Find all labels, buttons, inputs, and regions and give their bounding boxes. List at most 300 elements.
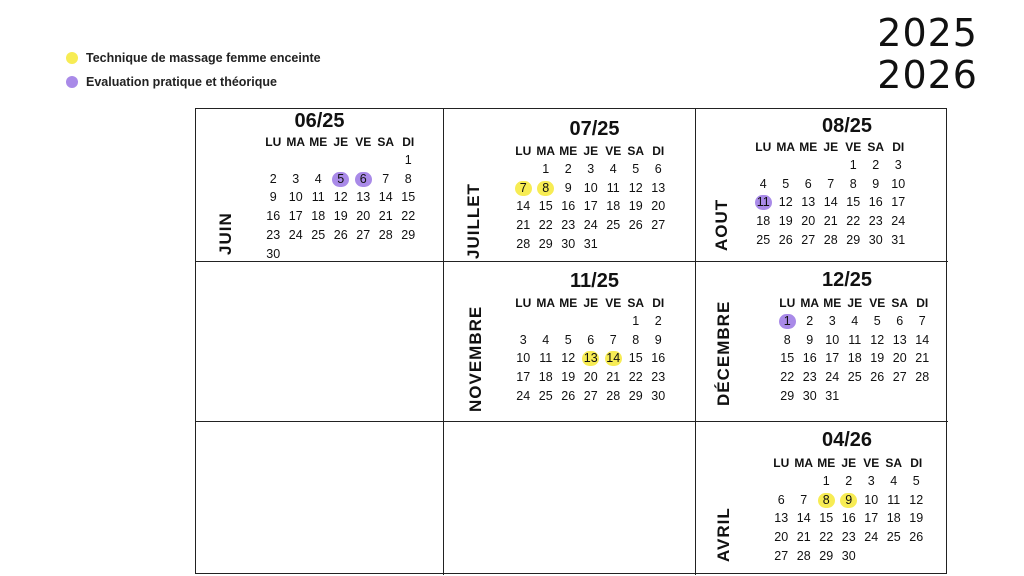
day-number: 21	[606, 370, 621, 385]
day-number: 11	[887, 492, 901, 507]
day-cell	[352, 189, 375, 208]
day-cell	[647, 387, 670, 406]
day-cell	[262, 245, 285, 262]
empty-panel	[196, 262, 444, 422]
month-title: 08/25	[821, 115, 873, 137]
empty-day	[375, 151, 398, 170]
day-cell	[821, 350, 844, 369]
month-name: AOUT	[712, 198, 731, 251]
day-number: 19	[333, 209, 348, 224]
day-number: 25	[756, 233, 771, 248]
day-cell	[535, 331, 558, 350]
day-cell	[793, 510, 816, 529]
day-cell	[799, 350, 822, 369]
day-cell	[397, 207, 420, 226]
day-number: 5	[912, 473, 920, 488]
day-number: 11	[539, 351, 553, 366]
day-cell	[770, 547, 793, 566]
calendar-grid	[195, 108, 947, 574]
day-number: 15	[846, 195, 861, 210]
day-number: 29	[846, 233, 861, 248]
day-number: 20	[583, 370, 598, 385]
day-cell	[887, 194, 910, 213]
day-number: 11	[606, 180, 620, 195]
day-number: 13	[892, 332, 907, 347]
day-cell	[797, 194, 820, 213]
day-number: 3	[828, 313, 836, 328]
day-number: 4	[759, 176, 767, 191]
day-number: 16	[266, 209, 281, 224]
day-cell	[838, 547, 861, 566]
day-cell	[911, 368, 934, 387]
day-cell	[647, 198, 670, 217]
day-cell	[397, 189, 420, 208]
weekday-header: LU	[773, 456, 790, 470]
day-cell	[602, 198, 625, 217]
day-number: 13	[356, 190, 371, 205]
weekday-header: DI	[652, 296, 665, 310]
day-cell	[815, 528, 838, 547]
day-cell	[860, 528, 883, 547]
empty-day	[793, 472, 816, 491]
day-cell	[625, 198, 648, 217]
weekday-header: DI	[402, 135, 415, 149]
highlighted-day: 14	[606, 351, 621, 366]
day-cell	[866, 368, 889, 387]
day-number: 25	[311, 228, 326, 243]
day-cell	[883, 510, 906, 529]
day-cell	[770, 491, 793, 510]
day-cell	[580, 198, 603, 217]
weekday-header: ME	[799, 140, 818, 154]
empty-day	[775, 156, 798, 175]
day-cell	[285, 226, 308, 245]
day-number: 17	[288, 209, 303, 224]
empty-day	[535, 312, 558, 331]
empty-day	[602, 312, 625, 331]
day-cell	[905, 528, 928, 547]
day-cell	[844, 350, 867, 369]
weekday-header: VE	[605, 144, 622, 158]
day-number: 16	[841, 511, 856, 526]
day-number: 22	[819, 530, 834, 545]
day-number: 5	[873, 313, 881, 328]
day-cell	[775, 175, 798, 194]
day-cell	[799, 312, 822, 331]
day-number: 1	[849, 157, 857, 172]
month-name: JUIN	[216, 212, 235, 255]
day-number: 17	[864, 511, 879, 526]
day-cell	[752, 231, 775, 250]
day-cell	[815, 547, 838, 566]
day-number: 21	[796, 530, 811, 545]
day-cell	[535, 198, 558, 217]
day-cell	[625, 350, 648, 369]
day-number: 4	[851, 313, 859, 328]
highlighted-day: 11	[755, 195, 772, 210]
weekday-header: VE	[869, 296, 886, 310]
month-name: NOVEMBRE	[466, 305, 485, 412]
day-number: 23	[651, 370, 666, 385]
day-cell	[512, 179, 535, 198]
year-start: 2025	[877, 11, 978, 55]
day-number: 8	[404, 171, 412, 186]
day-number: 4	[314, 171, 322, 186]
day-cell	[820, 194, 843, 213]
highlighted-day: 13	[583, 351, 598, 366]
day-cell	[844, 331, 867, 350]
day-cell	[887, 231, 910, 250]
day-cell	[820, 175, 843, 194]
day-number: 18	[756, 214, 771, 229]
month-title: 07/25	[569, 118, 620, 140]
weekday-header: SA	[627, 296, 645, 310]
month-panel-april	[696, 422, 948, 575]
day-number: 26	[909, 530, 924, 545]
day-number: 10	[864, 492, 879, 507]
day-cell	[866, 312, 889, 331]
weekday-header: ME	[309, 135, 328, 149]
empty-day	[770, 472, 793, 491]
day-cell	[535, 216, 558, 235]
day-cell	[865, 156, 888, 175]
day-cell	[883, 472, 906, 491]
day-cell	[602, 350, 625, 369]
day-number: 28	[823, 233, 838, 248]
day-number: 19	[778, 214, 793, 229]
day-number: 14	[915, 332, 930, 347]
day-cell	[820, 212, 843, 231]
day-cell	[815, 510, 838, 529]
day-cell	[842, 231, 865, 250]
day-number: 31	[891, 233, 906, 248]
day-number: 22	[780, 370, 795, 385]
day-cell	[557, 179, 580, 198]
day-cell	[793, 528, 816, 547]
day-number: 10	[891, 176, 906, 191]
day-number: 28	[915, 370, 930, 385]
highlighted-day: 5	[332, 172, 349, 187]
day-cell	[330, 170, 353, 189]
day-number: 9	[806, 332, 814, 347]
empty-panel	[444, 422, 696, 575]
day-number: 16	[802, 351, 817, 366]
day-number: 2	[654, 313, 662, 328]
highlighted-day: 6	[355, 172, 372, 187]
day-number: 5	[564, 332, 572, 347]
day-number: 4	[890, 473, 898, 488]
day-cell	[860, 491, 883, 510]
day-cell	[580, 387, 603, 406]
day-cell	[838, 491, 861, 510]
weekday-header: VE	[605, 296, 622, 310]
day-cell	[647, 160, 670, 179]
day-number: 19	[628, 199, 643, 214]
day-number: 3	[894, 157, 902, 172]
highlighted-day: 8	[818, 493, 835, 508]
day-number: 28	[378, 228, 393, 243]
day-number: 2	[564, 161, 572, 176]
empty-day	[285, 151, 308, 170]
day-number: 31	[583, 237, 598, 252]
weekday-header: SA	[627, 144, 645, 158]
day-cell	[262, 170, 285, 189]
day-number: 5	[632, 161, 640, 176]
month-calendar	[770, 454, 928, 566]
weekday-header: JE	[583, 144, 599, 158]
day-cell	[330, 189, 353, 208]
weekday-header: DI	[652, 144, 665, 158]
weekday-header: LU	[755, 140, 772, 154]
day-number: 18	[886, 511, 901, 526]
day-number: 30	[561, 237, 576, 252]
day-cell	[262, 207, 285, 226]
empty-day	[580, 312, 603, 331]
day-cell	[860, 510, 883, 529]
day-cell	[887, 175, 910, 194]
day-cell	[889, 312, 912, 331]
day-cell	[512, 331, 535, 350]
day-cell	[580, 331, 603, 350]
day-cell	[512, 198, 535, 217]
weekday-header: SA	[891, 296, 909, 310]
day-cell	[262, 226, 285, 245]
day-number: 9	[269, 190, 277, 205]
day-number: 27	[651, 218, 666, 233]
day-number: 3	[519, 332, 527, 347]
weekday-header: MA	[776, 140, 796, 154]
day-cell	[815, 491, 838, 510]
month-calendar	[512, 294, 670, 406]
day-cell	[887, 212, 910, 231]
day-number: 7	[918, 313, 926, 328]
weekday-header: LU	[515, 144, 532, 158]
day-cell	[535, 160, 558, 179]
day-cell	[793, 547, 816, 566]
day-cell	[557, 216, 580, 235]
day-number: 30	[802, 389, 817, 404]
day-number: 26	[333, 228, 348, 243]
day-number: 17	[825, 351, 840, 366]
day-cell	[580, 216, 603, 235]
day-cell	[557, 160, 580, 179]
day-cell	[838, 528, 861, 547]
day-number: 19	[561, 370, 576, 385]
weekday-header: DI	[910, 456, 923, 470]
day-number: 30	[266, 246, 281, 261]
day-cell	[797, 175, 820, 194]
day-number: 15	[628, 351, 643, 366]
day-number: 10	[583, 180, 598, 195]
day-number: 4	[609, 161, 617, 176]
day-cell	[821, 387, 844, 406]
empty-day	[352, 151, 375, 170]
month-title: 12/25	[821, 269, 873, 291]
day-number: 16	[868, 195, 883, 210]
day-cell	[799, 368, 822, 387]
day-cell	[905, 510, 928, 529]
day-number: 21	[823, 214, 838, 229]
day-number: 14	[823, 195, 838, 210]
day-cell	[821, 312, 844, 331]
day-cell	[625, 216, 648, 235]
day-cell	[776, 387, 799, 406]
weekday-header: SA	[867, 140, 885, 154]
day-number: 4	[542, 332, 550, 347]
day-number: 23	[802, 370, 817, 385]
day-number: 27	[774, 549, 789, 564]
day-number: 26	[870, 370, 885, 385]
purple-dot-icon	[66, 76, 78, 88]
legend-item-evaluation	[66, 70, 321, 94]
day-number: 27	[801, 233, 816, 248]
day-number: 30	[868, 233, 883, 248]
month-panel-november	[444, 262, 696, 422]
day-cell	[752, 212, 775, 231]
day-number: 29	[780, 389, 795, 404]
day-number: 14	[378, 190, 393, 205]
day-cell	[512, 368, 535, 387]
weekday-header: JE	[823, 140, 839, 154]
day-number: 6	[896, 313, 904, 328]
day-cell	[535, 387, 558, 406]
day-cell	[397, 226, 420, 245]
yellow-dot-icon	[66, 52, 78, 64]
day-cell	[838, 472, 861, 491]
empty-day	[797, 156, 820, 175]
day-number: 12	[778, 195, 793, 210]
day-cell	[625, 387, 648, 406]
years-heading	[877, 12, 978, 96]
day-number: 19	[909, 511, 924, 526]
day-cell	[557, 387, 580, 406]
day-cell	[352, 207, 375, 226]
day-cell	[775, 212, 798, 231]
day-number: 24	[825, 370, 840, 385]
day-cell	[905, 491, 928, 510]
day-cell	[776, 350, 799, 369]
weekday-header: LU	[265, 135, 282, 149]
day-number: 3	[292, 171, 300, 186]
day-number: 1	[404, 152, 412, 167]
day-cell	[580, 160, 603, 179]
day-cell	[307, 226, 330, 245]
day-number: 6	[777, 492, 785, 507]
day-number: 8	[632, 332, 640, 347]
day-cell	[375, 170, 398, 189]
day-cell	[844, 312, 867, 331]
day-number: 10	[516, 351, 531, 366]
day-cell	[307, 207, 330, 226]
day-number: 7	[827, 176, 835, 191]
day-cell	[865, 212, 888, 231]
weekday-header: LU	[515, 296, 532, 310]
day-cell	[330, 207, 353, 226]
empty-day	[512, 160, 535, 179]
day-number: 23	[561, 218, 576, 233]
day-cell	[625, 331, 648, 350]
day-number: 14	[516, 199, 531, 214]
day-number: 12	[561, 351, 576, 366]
day-cell	[820, 231, 843, 250]
day-cell	[375, 189, 398, 208]
month-calendar	[752, 138, 910, 250]
day-cell	[776, 312, 799, 331]
weekday-header: ME	[817, 456, 836, 470]
weekday-header: DI	[916, 296, 929, 310]
weekday-header: SA	[377, 135, 395, 149]
day-number: 12	[628, 180, 643, 195]
day-cell	[905, 472, 928, 491]
day-cell	[647, 368, 670, 387]
highlighted-day: 9	[840, 493, 857, 508]
month-name: AVRIL	[714, 507, 733, 562]
day-cell	[911, 312, 934, 331]
day-number: 29	[819, 549, 834, 564]
day-number: 14	[796, 511, 811, 526]
day-cell	[580, 350, 603, 369]
day-cell	[535, 368, 558, 387]
day-cell	[821, 368, 844, 387]
day-cell	[602, 387, 625, 406]
day-number: 7	[800, 492, 808, 507]
day-cell	[352, 226, 375, 245]
day-cell	[866, 331, 889, 350]
month-title: 04/26	[821, 429, 873, 451]
day-cell	[838, 510, 861, 529]
day-cell	[262, 189, 285, 208]
day-cell	[865, 175, 888, 194]
day-cell	[844, 368, 867, 387]
empty-day	[330, 151, 353, 170]
day-number: 8	[783, 332, 791, 347]
month-calendar	[262, 133, 420, 262]
day-cell	[889, 331, 912, 350]
day-number: 17	[583, 199, 598, 214]
day-number: 13	[651, 180, 666, 195]
day-number: 31	[825, 389, 840, 404]
day-number: 22	[538, 218, 553, 233]
day-cell	[307, 189, 330, 208]
day-number: 17	[516, 370, 531, 385]
day-cell	[625, 368, 648, 387]
day-cell	[580, 179, 603, 198]
day-cell	[397, 151, 420, 170]
day-number: 26	[778, 233, 793, 248]
day-number: 11	[311, 190, 325, 205]
month-panel-december	[696, 262, 948, 422]
day-number: 28	[606, 389, 621, 404]
legend-label: Technique de massage femme enceinte	[86, 51, 321, 65]
day-cell	[557, 368, 580, 387]
day-number: 21	[378, 209, 393, 224]
weekday-header: MA	[794, 456, 814, 470]
day-number: 16	[561, 199, 576, 214]
day-number: 2	[806, 313, 814, 328]
day-cell	[512, 350, 535, 369]
day-number: 9	[654, 332, 662, 347]
day-cell	[602, 331, 625, 350]
day-cell	[911, 331, 934, 350]
day-number: 20	[356, 209, 371, 224]
day-cell	[799, 387, 822, 406]
day-cell	[375, 226, 398, 245]
day-cell	[775, 231, 798, 250]
day-cell	[842, 194, 865, 213]
day-cell	[776, 331, 799, 350]
day-cell	[580, 235, 603, 254]
day-number: 12	[333, 190, 348, 205]
